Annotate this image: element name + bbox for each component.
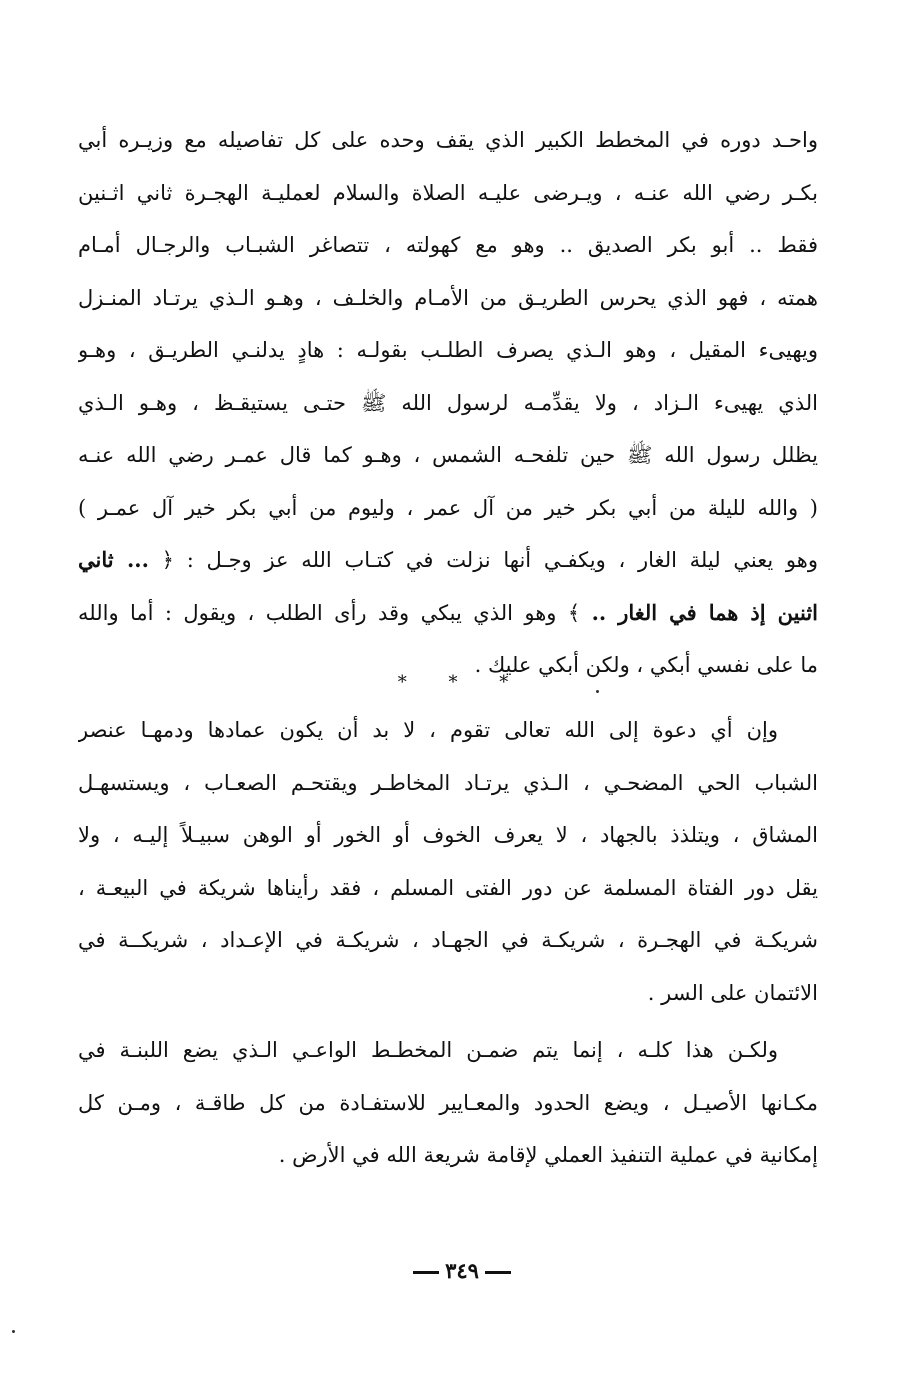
text-line-quran-start — [78, 534, 818, 587]
scan-speck — [596, 690, 599, 693]
text-line: الشباب الحي المضحـي ، الـذي يرتـاد المخاطـر ويقتحـم الصعـاب ، ويستسهـل — [78, 770, 818, 795]
page-number-text: ٣٤٩ — [445, 1258, 479, 1283]
text-line: مكـانها الأصيـل ، ويضع الحدود والمعـايير للاستفـادة من كل طاقـة ، ومـن كل — [78, 1090, 818, 1115]
quran-intro-text: وهو يعني ليلة الغار ، ويكفـي أنها نزلت في كتـاب الله عز وجـل : ﴿ ... ثاني — [78, 547, 818, 572]
dash-decoration — [485, 1271, 511, 1274]
paragraph-abu-bakr — [78, 114, 818, 692]
text-line: الذي يهيىء الـزاد ، ولا يقدِّمـه لرسول الله ﷺ حتـى يستيقـظ ، وهـو الـذي — [78, 390, 818, 415]
text-line: ( والله لليلة من أبي بكر خير من آل عمر ، وليوم من أبي بكر خير آل عمـر ) — [78, 495, 818, 520]
quran-verse-text: اثنين إذ هما في الغار .. ﴾ وهو الذي يبكي وقد رأى الطلب ، ويقول : أما والله — [78, 599, 818, 625]
text-line: يظلل رسول الله ﷺ حين تلفحـه الشمس ، وهـو كما قال عمـر رضي الله عنـه — [78, 443, 818, 467]
text-line: الائتمان على السر . — [647, 980, 818, 1005]
text-line: وإن أي دعوة إلى الله تعالى تقوم ، لا بد أن يكون عمادها ودمهـا عنصر — [78, 718, 778, 742]
page-number — [0, 1258, 924, 1283]
text-line: ولكـن هذا كلـه ، إنما يتم ضمـن المخطـط الواعـي الـذي يضع اللبنـة في — [78, 1038, 778, 1062]
quran-verse-bold: اثنين إذ هما في الغار .. — [591, 599, 818, 625]
text-line: واحـد دوره في المخطط الكبير الذي يقف وحده على كل تفاصيله مع وزيـره أبي — [78, 128, 818, 152]
text-line: ما على نفسي أبكي ، ولكن أبكي عليك . — [474, 653, 818, 677]
text-line: فقط .. أبو بكر الصديق .. وهو مع كهولته ، تتصاغر الشبـاب والرجـال أمـام — [78, 233, 818, 257]
text-line: يقل دور الفتاة المسلمة عن دور الفتى المسلم ، فقد رأيناها شريكة في البيعـة ، — [78, 875, 818, 900]
text-line: بكـر رضي الله عنـه ، ويـرضى عليـه الصلاة والسلام لعمليـة الهجـرة ثاني اثـنين — [78, 180, 818, 205]
text-line: همته ، فهو الذي يحرس الطريـق من الأمـام والخلـف ، وهـو الـذي يرتـاد المنـزل — [78, 285, 818, 310]
text-line: ويهيىء المقيل ، وهو الـذي يصرف الطلـب بقولـه : هادٍ يدلنـي الطريـق ، وهـو — [78, 338, 818, 362]
text-line: إمكانية في عملية التنفيذ العملي لإقامة شريعة الله في الأرض . — [278, 1143, 818, 1167]
scan-speck — [12, 1330, 15, 1333]
paragraph-youth — [78, 704, 818, 1019]
text-line: شريكـة في الهجـرة ، شريكـة في الجهـاد ، شريكـة في الإعـداد ، شريكــة في — [78, 928, 818, 952]
text-line: المشاق ، ويتلذذ بالجهاد ، لا يعرف الخوف أو الخور أو الوهن سبيـلاً إليـه ، ولا — [78, 823, 818, 847]
quran-verse-bold: ... ثاني — [78, 547, 149, 572]
dash-decoration — [413, 1271, 439, 1274]
paragraph-planning — [78, 1024, 818, 1182]
section-divider: * * * — [397, 672, 527, 693]
text-line-quran-end — [78, 587, 818, 640]
